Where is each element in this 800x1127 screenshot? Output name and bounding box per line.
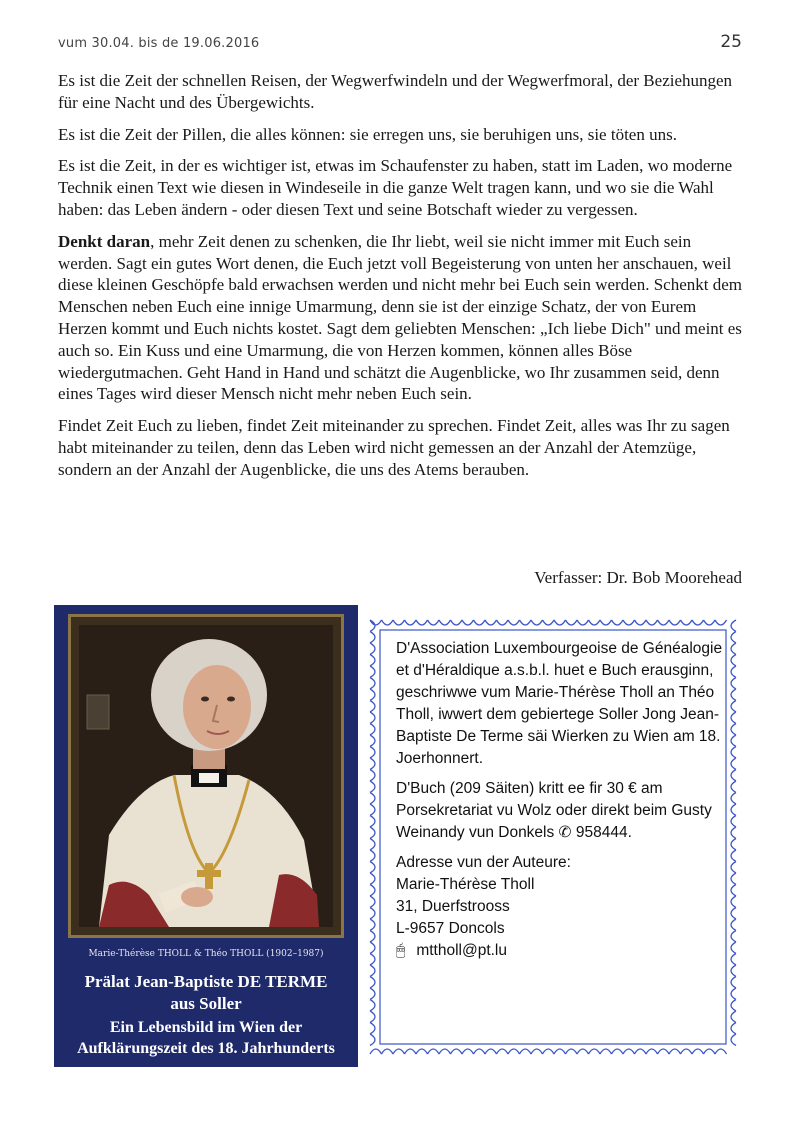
paragraph-1: Es ist die Zeit der schnellen Reisen, der Wegwerfwindeln und der Wegwerfmoral, der Beziehungen für eine Nacht und des Übergewichts. [58, 71, 733, 112]
page-header-date: vum 30.04. bis de 19.06.2016 [58, 36, 260, 51]
address-intro: Adresse vun der Auteure: [396, 854, 571, 871]
paragraph-5: Findet Zeit Euch zu lieben, findet Zeit miteinander zu sprechen. Findet Zeit, alles was Ihr zu sagen habt miteinander zu teilen, denn das Leben wird nicht gemessen an der Anzahl der Atemzüge, sondern an der Anzahl der Augenblicke, die uns des Atems berauben. [58, 416, 730, 479]
info-paragraph-1: D'Association Luxembourgeoise de Généalogie et d'Héraldique a.s.b.l. huet e Buch erausginn, geschriwwe vum Marie-Thérèse Tholl an Théo Tholl, iwwert dem gebiertege Soller Jong Jean-Baptiste De Terme säi Wierken zu Wien am 18. Joerhonnert. [396, 640, 723, 767]
address-name: Marie-Thérèse Tholl [396, 876, 535, 893]
cover-subtitle-line-2: Aufklärungszeit des 18. Jahrhunderts [77, 1040, 335, 1057]
portrait-illustration [79, 625, 333, 927]
cover-authors: Marie-Thérèse THOLL & Théo THOLL (1902–1987) [88, 949, 324, 959]
address-city: L-9657 Doncols [396, 920, 505, 937]
cover-subtitle-line-1: Ein Lebensbild im Wien der [109, 1019, 303, 1036]
portrait-frame [68, 614, 344, 938]
cover-title-line-2: aus Soller [170, 994, 242, 1013]
address-email-line [396, 940, 726, 962]
address-street: 31, Duerfstrooss [396, 898, 510, 915]
paragraph-4-rest: , mehr Zeit denen zu schenken, die Ihr liebt, weil sie nicht immer mit Euch sein werden. Sagt ein gutes Wort denen, die Euch jetzt voll Begeisterung von unten her anschauen, weil diese kleinen Geschöpfe bald erwachsen werden und nicht mehr bei Euch sein werden. Schenkt dem Menschen neben Euch eine innige Umarmung, denn sie ist der einzige Schatz, der von Eurem Herzen kommt und Euch nichts kostet. Sagt dem geliebten Menschen: „Ich liebe Dich" und meint es auch so. Ein Kuss und eine Umarmung, die von Herzen kommen, können alles Böse wiedergutmachen. Geht Hand in Hand und schätzt die Augenblicke, wo Ihr zusammen seid, denn eines Tages wird dieser Mensch nicht mehr neben Euch sein. [58, 231, 743, 404]
cover-title [54, 971, 358, 1015]
email-address[interactable]: mttholl@pt.lu [416, 942, 507, 959]
mouse-pointer-icon: 🖱︎ [396, 942, 406, 959]
article-body [58, 70, 748, 481]
book-cover [54, 605, 358, 1067]
page-number: 25 [720, 32, 742, 52]
paragraph-2: Es ist die Zeit der Pillen, die alles können: sie erregen uns, sie beruhigen uns, sie töten uns. [58, 124, 677, 144]
cover-title-line-1: Prälat Jean-Baptiste DE TERME [84, 972, 328, 991]
info-paragraph-2: D'Buch (209 Säiten) kritt ee fir 30 € am Porsekretariat vu Wolz oder direkt beim Gusty Weinandy vun Donkels ✆ 958444. [396, 780, 712, 841]
info-box-content [396, 638, 726, 970]
paragraph-4 [58, 231, 748, 405]
info-address [396, 852, 726, 962]
cover-subtitle [54, 1017, 358, 1059]
info-box-stamp [362, 612, 744, 1062]
portrait-painting [79, 625, 333, 927]
paragraph-4-lead: Denkt daran [58, 231, 151, 251]
paragraph-3: Es ist die Zeit, in der es wichtiger ist, etwas im Schaufenster zu haben, statt im Laden, wo moderne Technik einen Text wie diesen in Windeseile in die ganze Welt tragen kann, und wo sie die Wahl haben: das Leben ändern - oder diesen Text und seine Botschaft wieder zu vergessen. [58, 156, 733, 219]
article-author: Verfasser: Dr. Bob Moorehead [534, 568, 742, 587]
